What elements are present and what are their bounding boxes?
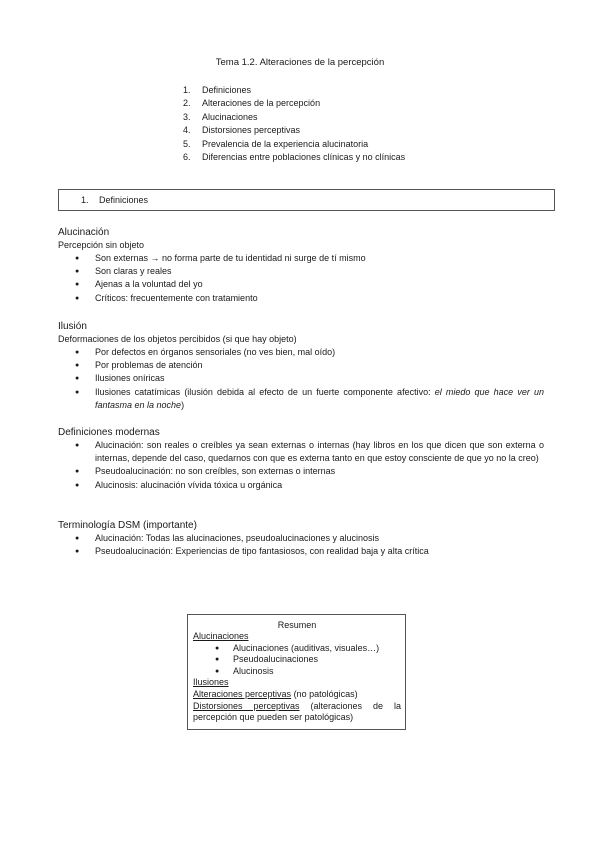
alucinacion-list — [58, 252, 544, 305]
list-item: ● Alucinosis — [193, 666, 401, 678]
dsm-list — [58, 532, 544, 558]
ilusion-list — [58, 346, 544, 412]
table-of-contents — [183, 84, 405, 164]
list-item: ● Son claras y reales — [58, 265, 544, 278]
ilusion-heading: Ilusión — [58, 321, 87, 332]
toc-item: 6. Diferencias entre poblaciones clínicas y no clínicas — [183, 151, 406, 162]
list-item: ● Pseudoalucinación: no son creíbles, son externas o internas — [58, 465, 544, 478]
alucinacion-subheading: Percepción sin objeto — [58, 240, 145, 250]
summary-alteraciones: Alteraciones perceptivas (no patológicas) — [193, 688, 358, 699]
ilusion-section — [58, 320, 544, 412]
italic-example: el miedo que hace ver un fantasma en la noche — [95, 386, 544, 410]
list-item: ● Pseudoalucinación: Experiencias de tipo fantasiosos, con realidad baja y alta crítica — [58, 545, 544, 558]
page-title: Tema 1.2. Alteraciones de la percepción — [215, 57, 385, 68]
section-heading-box — [58, 189, 555, 211]
toc-item: 5. Prevalencia de la experiencia alucinatoria — [183, 138, 369, 149]
dsm-section — [58, 519, 544, 558]
definiciones-modernas-section — [58, 426, 544, 492]
list-item: ● Por defectos en órganos sensoriales (no ves bien, mal oído) — [58, 346, 544, 359]
modernas-heading: Definiciones modernas — [58, 427, 160, 438]
summary-title: Resumen — [277, 620, 317, 630]
list-item: ● Alucinaciones (auditivas, visuales…) — [193, 643, 401, 655]
alucinacion-heading: Alucinación — [58, 227, 110, 238]
summary-ilusiones: Ilusiones — [193, 677, 229, 688]
toc-item: 3. Alucinaciones — [183, 111, 258, 122]
summary-list — [193, 643, 401, 678]
section-number: 1. — [81, 195, 89, 205]
list-item: ● Ilusiones catatímicas (ilusión debida al efecto de un fuerte componente afectivo: el miedo que hace ver un fantasma en la noche) — [58, 386, 544, 412]
toc-item: 4. Distorsiones perceptivas — [183, 125, 301, 136]
list-item: ● Son externas → no forma parte de tu identidad ni surge de tí mismo — [58, 252, 544, 265]
list-item: ● Críticos: frecuentemente con tratamiento — [58, 292, 544, 305]
list-item: ● Ilusiones oníricas — [58, 372, 544, 385]
toc-item: 2. Alteraciones de la percepción — [183, 98, 321, 109]
dsm-heading: Terminología DSM (importante) — [58, 520, 197, 531]
list-item: ● Alucinación: son reales o creíbles ya sean externas o internas (hay libros en los que dicen que son externa o internas, depende del caso, quedarnos con que es externa tanto en que estoy consciente de que yo no la creo) — [58, 439, 544, 465]
list-item: ● Ajenas a la voluntad del yo — [58, 278, 544, 291]
toc-item: 1. Definiciones — [183, 85, 252, 95]
alucinacion-section — [58, 226, 544, 305]
list-item: ● Alucinación: Todas las alucinaciones, pseudoalucinaciones y alucinosis — [58, 532, 544, 545]
list-item: ● Pseudoalucinaciones — [193, 654, 401, 666]
ilusion-subheading: Deformaciones de los objetos percibidos (si que hay objeto) — [58, 334, 297, 344]
list-item: ● Por problemas de atención — [58, 359, 544, 372]
summary-box — [187, 614, 406, 730]
summary-distorsiones: Distorsiones perceptivas (alteraciones de la percepción que pueden ser patológicas) — [193, 700, 402, 723]
list-item: ● Alucinosis: alucinación vívida tóxica u orgánica — [58, 479, 544, 492]
modernas-list — [58, 439, 544, 492]
summary-alucinaciones: Alucinaciones — [193, 631, 249, 641]
section-title: Definiciones — [99, 195, 149, 205]
